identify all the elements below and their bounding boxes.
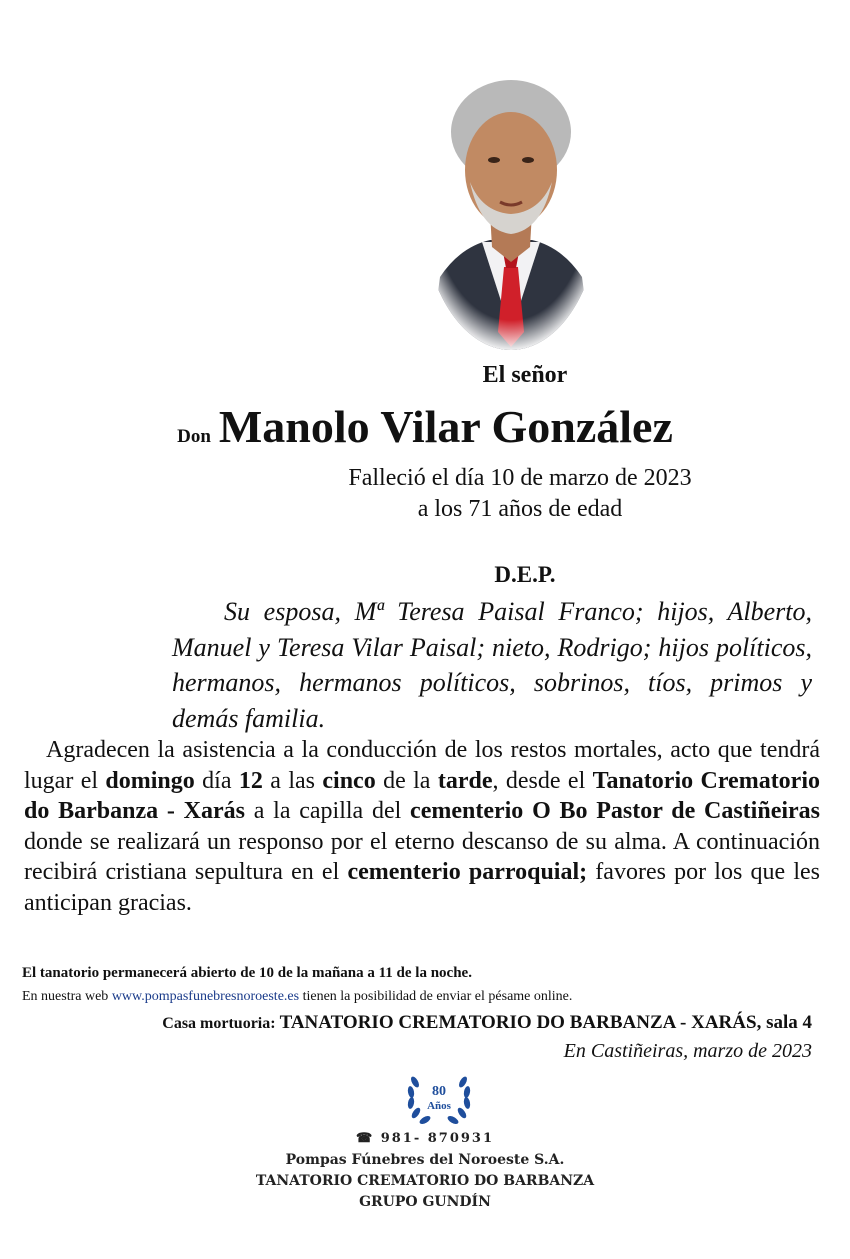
- phone-number: 981- 870931: [380, 1131, 495, 1146]
- honorific: Don: [177, 426, 211, 447]
- bold-tanatorio: Tanatorio Crematorio do Barbanza - Xarás: [24, 767, 821, 824]
- mortuary-value: TANATORIO CREMATORIO DO BARBANZA - XARÁS, sala 4: [279, 1012, 812, 1033]
- phone-line: [200, 1131, 650, 1146]
- deceased-name: Manolo Vilar González: [218, 401, 673, 452]
- logo-number: 80: [432, 1084, 446, 1099]
- logo-word: Años: [427, 1100, 451, 1112]
- dep-label: D.E.P.: [494, 562, 556, 587]
- 80-anos-laurel-logo: [403, 1068, 475, 1130]
- text-run: tienen la posibilidad de enviar el pésame online.: [299, 989, 573, 1004]
- portrait-photo: [420, 62, 602, 352]
- website-link[interactable]: www.pompasfunebresnoroeste.es: [111, 989, 300, 1004]
- place-and-date: En Castiñeiras, marzo de 2023: [563, 1040, 812, 1062]
- phone-icon: ☎: [355, 1131, 375, 1146]
- death-info: [300, 463, 740, 525]
- text-run: En nuestra web: [22, 989, 112, 1004]
- text-run: a la capilla del: [244, 798, 411, 824]
- family-paragraph: Su esposa, Mª Teresa Paisal Franco; hijos, Alberto, Manuel y Teresa Vilar Paisal; nieto, Rodrigo; hijos políticos, hermanos, hermanos políticos, sobrinos, tíos, primos y demás familia.: [172, 597, 812, 733]
- company-name: Pompas Fúnebres del Noroeste S.A.: [285, 1152, 565, 1168]
- bold-cemetery-chapel: cementerio O Bo Pastor de Castiñeiras: [410, 798, 821, 824]
- text-run: favores por los que les anticipan gracias.: [24, 859, 820, 916]
- text-run: Agradecen la asistencia a la conducción de los restos mortales, acto que tendrá lugar el: [24, 737, 820, 794]
- bold-day: domingo: [105, 767, 195, 794]
- bold-hour: cinco: [322, 767, 376, 794]
- death-date: Falleció el día 10 de marzo de 2023: [348, 465, 692, 491]
- text-run: de la: [375, 767, 438, 794]
- age-at-death: a los 71 años de edad: [417, 496, 623, 522]
- bold-date: 12: [238, 767, 263, 794]
- heading-el-senor: El señor: [482, 362, 568, 388]
- bold-burial-cemetery: cementerio parroquial;: [347, 859, 588, 885]
- text-run: a las: [262, 767, 323, 794]
- mortuary-label: Casa mortuoria:: [162, 1015, 276, 1032]
- text-run: día: [194, 767, 239, 794]
- ceremony-paragraph: [24, 735, 820, 918]
- deceased-name-line: [0, 400, 850, 453]
- opening-hours-note: El tanatorio permanecerá abierto de 10 de la mañana a 11 de la noche.: [22, 965, 472, 981]
- web-condolence-note: [22, 989, 822, 1005]
- tanatorio-name: TANATORIO CREMATORIO DO BARBANZA: [255, 1173, 595, 1189]
- group-name: GRUPO GUNDÍN: [359, 1194, 491, 1210]
- bold-period: tarde: [437, 767, 493, 794]
- text-run: , desde el: [492, 767, 593, 794]
- mortuary-line: [0, 1012, 812, 1034]
- text-run: donde se realizará un responso por el eterno descanso de su alma. A continuación recibirá cristiana sepultura en el: [24, 828, 820, 885]
